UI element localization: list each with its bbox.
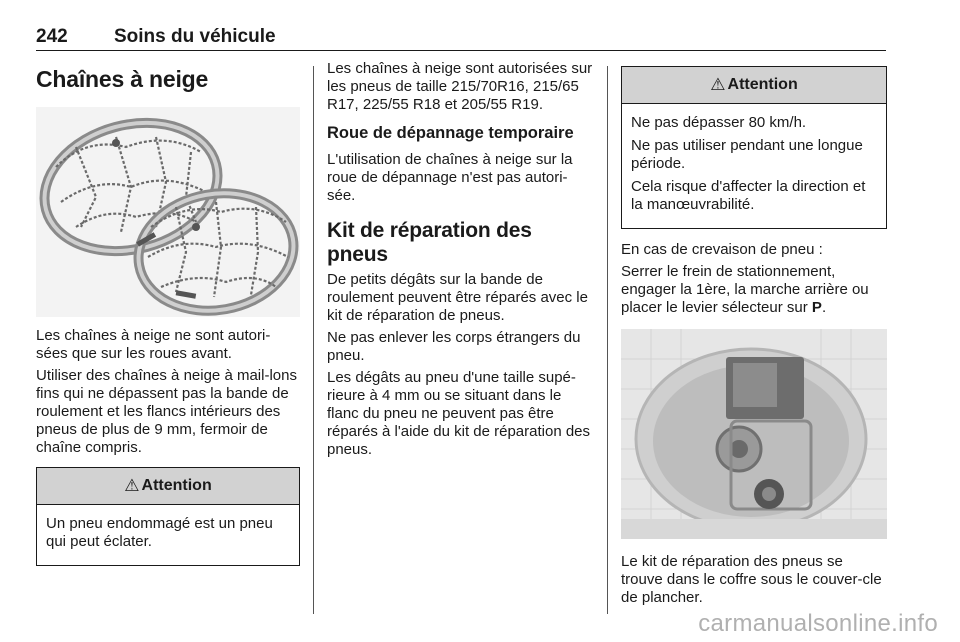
- warning-icon: ⚠: [124, 476, 140, 495]
- snow-chains-drawing: [36, 107, 300, 317]
- warning-title: Attention: [141, 477, 212, 494]
- snow-chains-illustration: [36, 107, 300, 317]
- repair-kit-drawing: [621, 329, 887, 539]
- warning-header: [622, 67, 886, 104]
- subheading-spare-wheel: Roue de dépannage temporaire: [327, 124, 574, 142]
- warning-box: [621, 66, 887, 229]
- spare-wheel-text: L'utilisation de chaînes à neige sur la roue de dépannage n'est pas autori-sée.: [327, 151, 573, 204]
- section-heading-snow-chains: Chaînes à neige: [36, 66, 209, 92]
- warning-icon: ⚠: [710, 75, 726, 94]
- chains-front-wheels-text: Les chaînes à neige ne sont autori-sées que sur les roues avant.: [36, 327, 271, 362]
- column-divider: [607, 66, 608, 614]
- column-1: [36, 60, 300, 578]
- warning-body: [37, 505, 299, 565]
- warning-title: Attention: [727, 76, 798, 93]
- page-header: [36, 22, 886, 51]
- column-2: [327, 60, 593, 463]
- parking-brake-text: Serrer le frein de stationnement, engager la 1ère, la marche arrière ou placer le levier sélecteur sur P.: [621, 263, 869, 316]
- column-divider: [313, 66, 314, 614]
- warning-steering-text: Cela risque d'affecter la direction et la manœuvrabilité.: [631, 178, 866, 213]
- repair-kit-text-3: Les dégâts au pneu d'une taille supé-rieure à 4 mm ou se situant dans le flanc du pneu ne peuvent pas être réparés à l'aide du kit de réparation des pneus.: [327, 369, 591, 458]
- column-3: [621, 60, 887, 611]
- repair-kit-photo: [621, 329, 887, 539]
- warning-speed-text: Ne pas dépasser 80 km/h.: [631, 114, 807, 131]
- puncture-intro-text: En cas de crevaison de pneu :: [621, 241, 823, 258]
- selector-p-label: P: [811, 299, 822, 316]
- warning-header: [37, 468, 299, 505]
- chains-fine-links-text: Utiliser des chaînes à neige à mail-lons fins qui ne dépassent pas la bande de roulement et les flancs intérieurs des pneus de plus de 9 mm, fermoir de chaîne compris.: [36, 367, 297, 456]
- warning-duration-text: Ne pas utiliser pendant une longue période.: [631, 137, 863, 172]
- header-title: Soins du véhicule: [114, 26, 276, 47]
- repair-kit-location-text: Le kit de réparation des pneus se trouve dans le coffre sous le couver-cle de plancher.: [621, 553, 882, 606]
- watermark: carmanualsonline.info: [698, 610, 938, 637]
- warning-box: [36, 467, 300, 566]
- section-heading-repair-kit: Kit de réparation des pneus: [327, 219, 532, 266]
- warning-text: Un pneu endommagé est un pneu qui peut éclater.: [46, 515, 273, 550]
- page-number: 242: [36, 26, 68, 47]
- warning-body: [622, 104, 886, 228]
- repair-kit-text-1: De petits dégâts sur la bande de roulement peuvent être réparés avec le kit de réparation de pneus.: [327, 271, 588, 324]
- repair-kit-text-2: Ne pas enlever les corps étrangers du pneu.: [327, 329, 581, 364]
- tyre-sizes-text: Les chaînes à neige sont autorisées sur les pneus de taille 215/70R16, 215/65 R17, 225/55 R18 et 205/55 R19.: [327, 60, 593, 113]
